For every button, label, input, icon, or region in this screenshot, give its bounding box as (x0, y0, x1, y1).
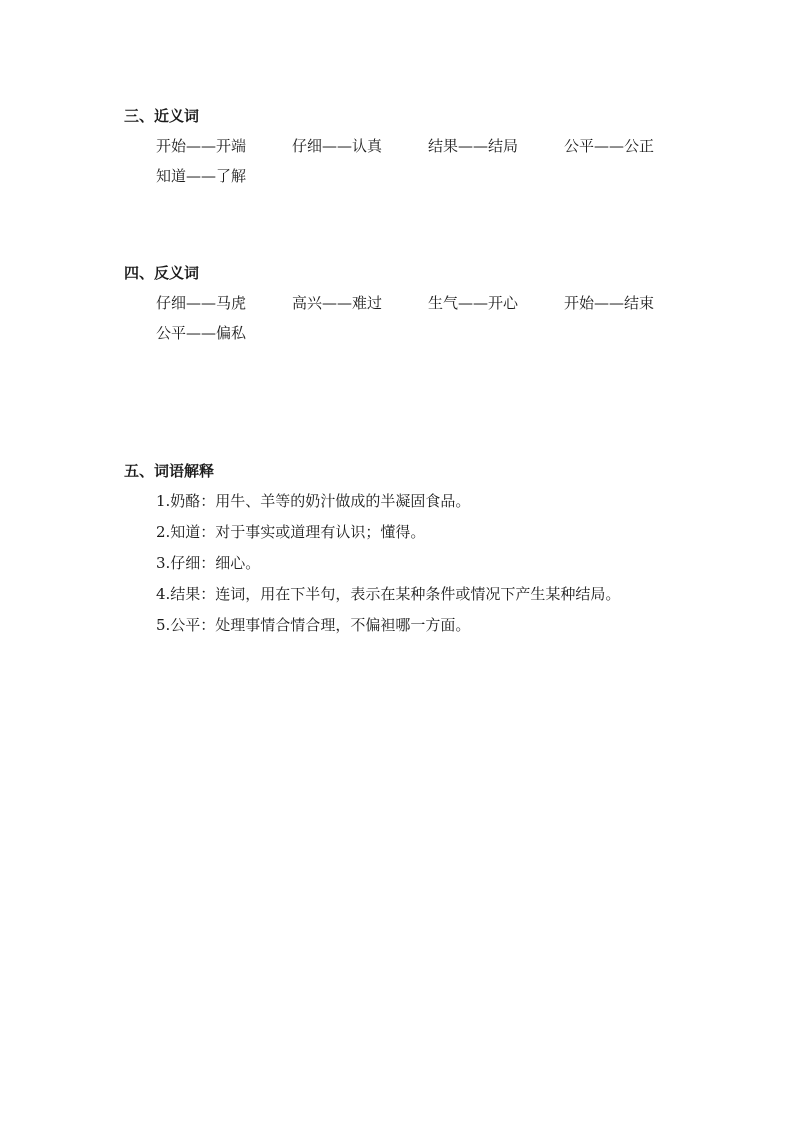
definition-item: 5.公平：处理事情合情合理，不偏袒哪一方面。 (156, 616, 471, 634)
antonym-pair: 高兴——难过 (292, 294, 383, 312)
synonyms-list (156, 136, 716, 186)
antonyms-list (156, 293, 716, 343)
synonym-pair: 仔细——认真 (292, 137, 383, 155)
definition-item: 2.知道：对于事实或道理有认识；懂得。 (156, 523, 426, 541)
synonyms-section (124, 106, 724, 186)
antonym-pair: 生气——开心 (428, 294, 519, 312)
antonym-pair: 仔细——马虎 (156, 294, 247, 312)
antonyms-section (124, 263, 724, 343)
definitions-section (124, 461, 724, 646)
synonyms-title: 三、近义词 (124, 107, 200, 125)
definition-item: 1.奶酪：用牛、羊等的奶汁做成的半凝固食品。 (156, 492, 471, 510)
antonym-pair: 公平——偏私 (156, 324, 247, 342)
definition-item: 3.仔细：细心。 (156, 554, 261, 572)
antonyms-title: 四、反义词 (124, 264, 200, 282)
synonym-pair: 开始——开端 (156, 137, 247, 155)
synonym-pair: 知道——了解 (156, 167, 247, 185)
synonym-pair: 结果——结局 (428, 137, 519, 155)
definitions-list (156, 491, 724, 635)
definitions-title: 五、词语解释 (124, 462, 215, 480)
synonym-pair: 公平——公正 (564, 137, 655, 155)
antonym-pair: 开始——结束 (564, 294, 655, 312)
definition-item: 4.结果：连词，用在下半句，表示在某种条件或情况下产生某种结局。 (156, 585, 621, 603)
